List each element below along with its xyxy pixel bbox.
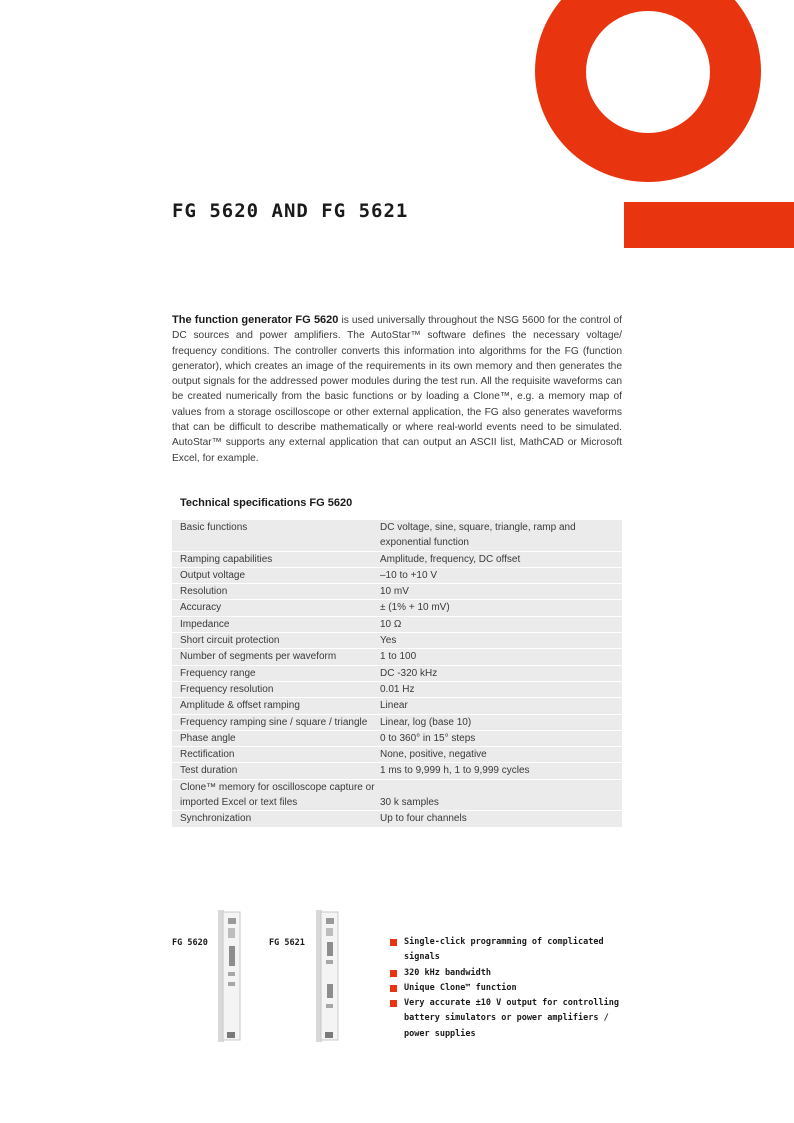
- bullet-square-icon: [390, 970, 397, 977]
- specs-table: [172, 519, 622, 828]
- brand-ring-graphic: [535, 0, 761, 182]
- bullet-square-icon: [390, 985, 397, 992]
- intro-paragraph: [172, 313, 622, 466]
- specs-title: Technical specifications FG 5620: [180, 497, 353, 509]
- spec-value: Up to four channels: [380, 811, 622, 826]
- spec-label: Impedance: [172, 617, 380, 632]
- spec-label: Accuracy: [172, 600, 380, 615]
- table-row: [172, 763, 622, 778]
- spec-label: Clone™ memory for oscilloscope capture or imported Excel or text files: [172, 780, 380, 811]
- bullet-square-icon: [390, 939, 397, 946]
- brand-red-bar: [624, 202, 794, 248]
- module-label-fg5620: FG 5620: [172, 938, 208, 948]
- table-row: [172, 666, 622, 681]
- module-label-fg5621: FG 5621: [269, 938, 305, 948]
- spec-value: None, positive, negative: [380, 747, 622, 762]
- fg5621-module-image: [316, 910, 340, 1042]
- table-row: [172, 520, 622, 551]
- bullet-square-icon: [390, 1000, 397, 1007]
- table-row: [172, 649, 622, 664]
- spec-label: Number of segments per waveform: [172, 649, 380, 664]
- spec-value: DC voltage, sine, square, triangle, ramp and exponential function: [380, 520, 622, 551]
- spec-label: Resolution: [172, 584, 380, 599]
- table-row: [172, 780, 622, 811]
- table-row: [172, 747, 622, 762]
- page-title: FG 5620 AND FG 5621: [172, 200, 409, 222]
- table-row: [172, 617, 622, 632]
- list-item: Unique Clone™ function: [390, 981, 630, 996]
- table-row: [172, 568, 622, 583]
- spec-value: Linear, log (base 10): [380, 715, 622, 730]
- table-row: [172, 600, 622, 615]
- spec-label: Frequency range: [172, 666, 380, 681]
- table-row: [172, 584, 622, 599]
- fg5620-module-image: [218, 910, 242, 1042]
- spec-label: Rectification: [172, 747, 380, 762]
- spec-value: 0 to 360° in 15° steps: [380, 731, 622, 746]
- table-row: [172, 811, 622, 826]
- table-row: [172, 552, 622, 567]
- table-row: [172, 682, 622, 697]
- spec-label: Short circuit protection: [172, 633, 380, 648]
- spec-value: 10 mV: [380, 584, 622, 599]
- spec-label: Frequency resolution: [172, 682, 380, 697]
- intro-lead: The function generator FG 5620: [172, 314, 339, 326]
- spec-value: 0.01 Hz: [380, 682, 622, 697]
- spec-value: 1 to 100: [380, 649, 622, 664]
- spec-value: 30 k samples: [380, 780, 622, 811]
- spec-value: DC -320 kHz: [380, 666, 622, 681]
- spec-label: Synchronization: [172, 811, 380, 826]
- spec-value: –10 to +10 V: [380, 568, 622, 583]
- table-row: [172, 715, 622, 730]
- list-item: 320 kHz bandwidth: [390, 966, 630, 981]
- spec-value: Linear: [380, 698, 622, 713]
- spec-label: Test duration: [172, 763, 380, 778]
- spec-value: 1 ms to 9,999 h, 1 to 9,999 cycles: [380, 763, 622, 778]
- feature-list: [390, 935, 630, 1042]
- spec-value: ± (1% + 10 mV): [380, 600, 622, 615]
- brand-ring-center: [586, 11, 710, 133]
- table-row: [172, 698, 622, 713]
- spec-value: 10 Ω: [380, 617, 622, 632]
- spec-label: Amplitude & offset ramping: [172, 698, 380, 713]
- spec-label: Basic functions: [172, 520, 380, 551]
- spec-value: Yes: [380, 633, 622, 648]
- table-row: [172, 633, 622, 648]
- spec-value: Amplitude, frequency, DC offset: [380, 552, 622, 567]
- spec-label: Output voltage: [172, 568, 380, 583]
- intro-body: is used universally throughout the NSG 5600 for the control of DC sources and power amplifiers. The AutoStar™ software defines the necessary voltage/ frequency conditions. The controller converts this information into algorithms for the FG (function generator), which creates an image of the requirements in its own memory and then generates the output signals for the addressed power modules during the test run. All the requisite waveforms can be created numerically from the basic functions or by loading a Clone™, e.g. a memory map of values from a storage oscilloscope or other external application, the FG also generates waveforms that can be difficult to describe mathematically or where real-world events need to be simulated. AutoStar™ supports any external application that can output an ASCII list, MathCAD or Microsoft Excel, for example.: [172, 315, 623, 464]
- list-item: Very accurate ±10 V output for controlling battery simulators or power amplifiers / power supplies: [390, 996, 630, 1042]
- list-item: Single-click programming of complicated signals: [390, 935, 630, 966]
- table-row: [172, 731, 622, 746]
- spec-label: Ramping capabilities: [172, 552, 380, 567]
- spec-label: Phase angle: [172, 731, 380, 746]
- spec-label: Frequency ramping sine / square / triangle: [172, 715, 380, 730]
